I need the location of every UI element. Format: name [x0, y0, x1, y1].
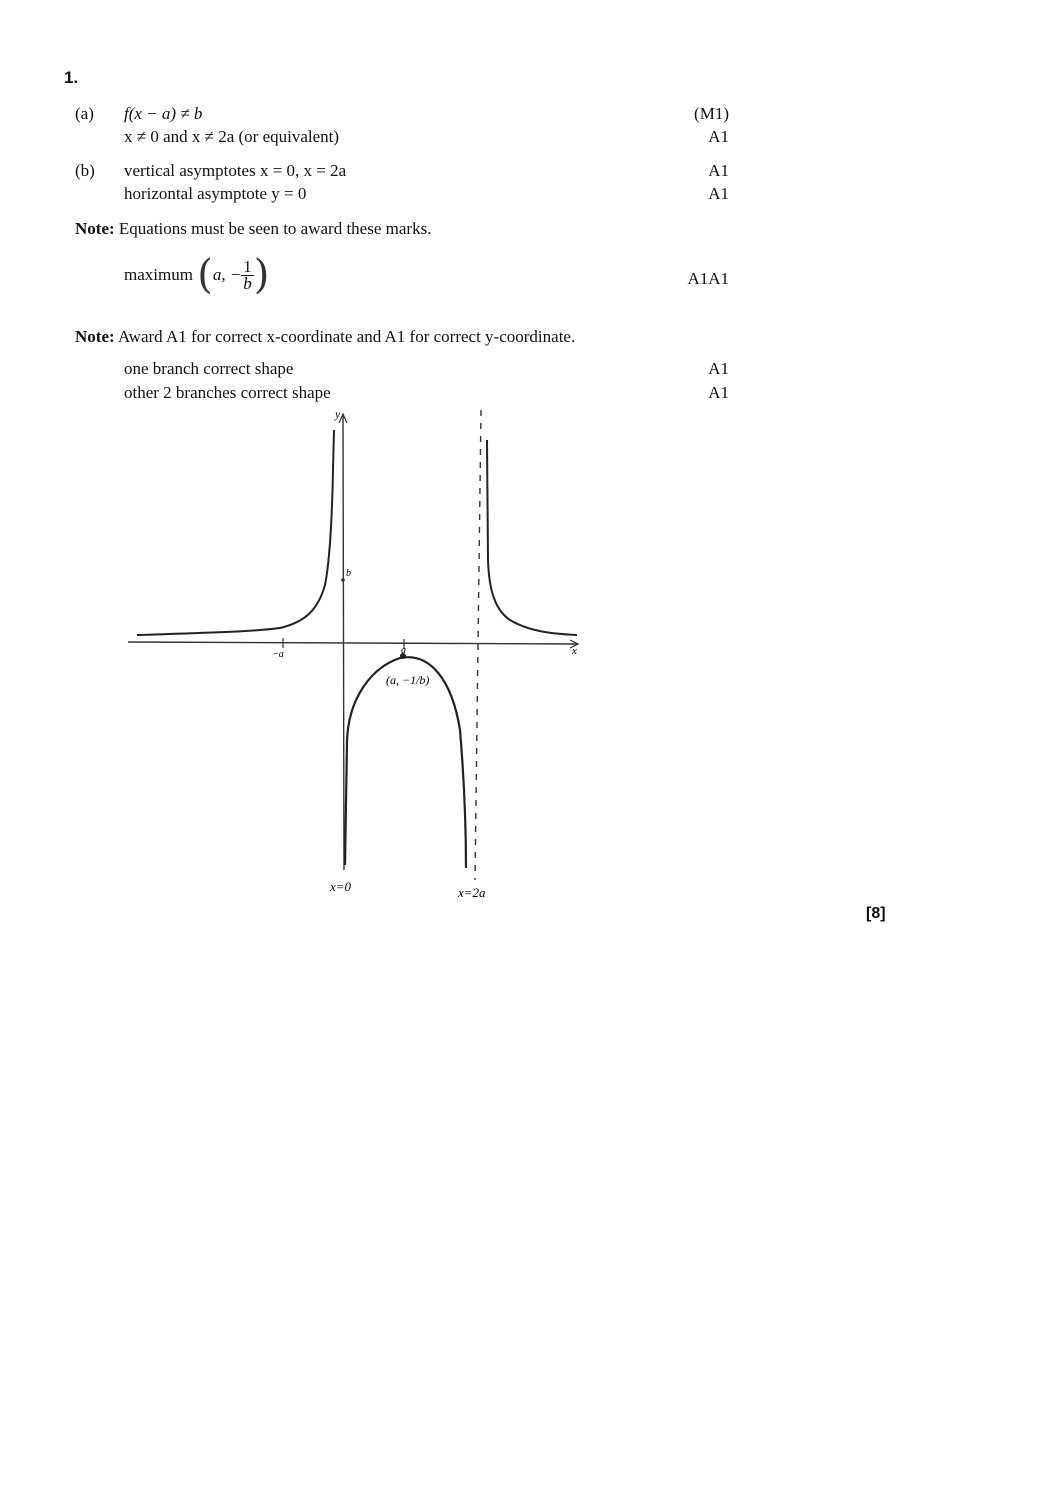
part-a-line1-mark: (M1): [694, 104, 729, 123]
maximum-num: 1: [243, 256, 252, 276]
a-label: a: [401, 645, 406, 656]
y-axis-label: y: [335, 407, 341, 421]
maximum-den: b: [243, 273, 252, 293]
neg-a-label: −a: [272, 649, 284, 660]
asymptote-2-label: x=2a: [458, 885, 486, 900]
note-2-label: Note:: [75, 327, 115, 346]
maximum-mark: A1A1: [687, 269, 729, 288]
asymptote-x-2a: [475, 410, 481, 880]
maximum-label: maximum: [124, 265, 193, 284]
note-1-text: Equations must be seen to award these marks.: [118, 219, 432, 238]
part-b-line2-mark: A1: [708, 184, 729, 203]
part-a-label: (a): [75, 104, 94, 123]
branch-1-mark: A1: [708, 359, 729, 378]
branch-upper-right: [487, 440, 577, 635]
y-axis: [343, 415, 344, 870]
right-paren: ): [253, 252, 270, 298]
b-label: b: [346, 568, 351, 579]
max-point-label: (a, −1/b): [386, 673, 430, 687]
branch-middle: [345, 657, 466, 868]
point-b: [341, 578, 345, 582]
part-b-line2: horizontal asymptote y = 0: [124, 184, 307, 203]
branch-2-mark: A1: [708, 383, 729, 402]
x-axis: [128, 642, 578, 644]
branch-2: other 2 branches correct shape: [124, 383, 331, 402]
note-2-text: Award A1 for correct x-coordinate and A1 for correct y-coordinate.: [117, 327, 576, 346]
branch-upper-left: [137, 430, 334, 635]
part-b-label: (b): [75, 161, 95, 180]
part-a-line2-mark: A1: [708, 127, 729, 146]
branch-1: one branch correct shape: [124, 359, 294, 378]
note-1-label: Note:: [75, 219, 115, 238]
total-marks: [8]: [866, 905, 886, 922]
left-paren: (: [197, 252, 213, 298]
maximum-a: a, −: [212, 265, 242, 284]
part-a-line1: f(x − a) ≠ b: [124, 104, 203, 123]
part-a-line2: x ≠ 0 and x ≠ 2a (or equivalent): [124, 127, 340, 146]
x-axis-label: x: [572, 645, 577, 657]
part-b-line1-mark: A1: [708, 161, 729, 180]
question-number: 1.: [64, 68, 79, 87]
part-b-line1: vertical asymptotes x = 0, x = 2a: [124, 161, 347, 180]
asymptote-1-label: x=0: [330, 879, 352, 894]
